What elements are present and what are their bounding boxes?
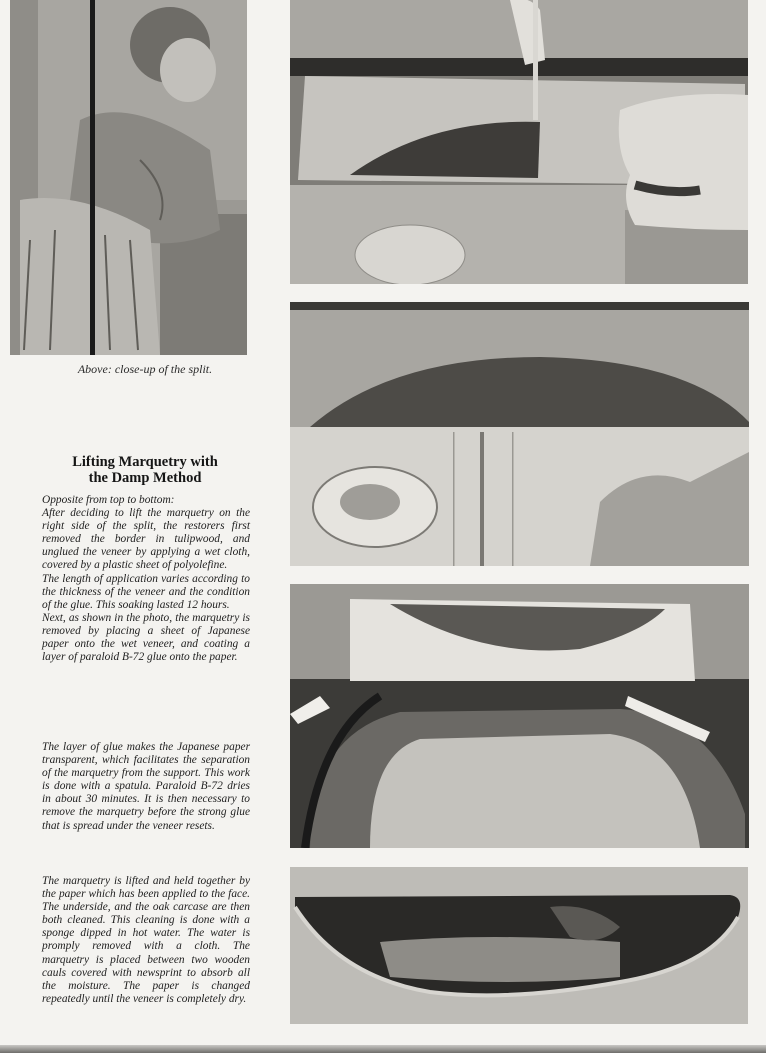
paragraph: The marquetry is lifted and held together by the paper which has been applied to the face. The underside, and the oak carcase are then both cleaned. This cleaning is done with a sponge dipped in hot water. The water is promply removed with a cloth. The marquetry is placed between two wooden cauls covered with newsprint to absorb all the moisture. The paper is changed repeatedly until the veneer is completely dry. xyxy=(42,875,250,1005)
section-heading xyxy=(40,454,250,486)
paragraph: The layer of glue makes the Japanese paper transparent, which facilitates the separation of the marquetry from the support. This work is done with a spatula. Paraloid B-72 dries in about 30 minutes. It is then necessary to remove the marquetry before the strong glue that is spread under the veneer resets. xyxy=(42,741,250,832)
heading-line-2: the Damp Method xyxy=(88,470,202,486)
body-block-2 xyxy=(42,741,250,833)
paragraph: The length of application varies according to the thickness of the veneer and the condition of the glue. This soaking lasted 12 hours. xyxy=(42,572,250,611)
photo-lifted-veneer xyxy=(290,867,748,1024)
body-block-3 xyxy=(42,875,250,1006)
paragraph: After deciding to lift the marquetry on the right side of the split, the restorers first removed the border in tulipwood, and unglued the veneer by applying a wet cloth, covered by a plastic sheet of polyolefine. xyxy=(42,507,250,572)
photo-applying-glue xyxy=(290,0,748,284)
intro-text: Opposite from top to bottom: xyxy=(42,494,175,506)
page-edge-shadow xyxy=(0,1045,766,1053)
photo-close-up-split xyxy=(10,0,247,355)
photo-lifting-marquetry xyxy=(290,584,749,848)
photo-caption: Above: close-up of the split. xyxy=(77,362,213,376)
photo-arched-panel xyxy=(290,302,749,566)
paragraph: Next, as shown in the photo, the marquetry is removed by placing a sheet of Japanese paper onto the wet veneer, and coating a layer of paraloid B-72 glue onto the paper. xyxy=(42,611,250,664)
body-block-1 xyxy=(42,494,250,664)
heading-line-1: Lifting Marquetry with xyxy=(72,454,218,470)
